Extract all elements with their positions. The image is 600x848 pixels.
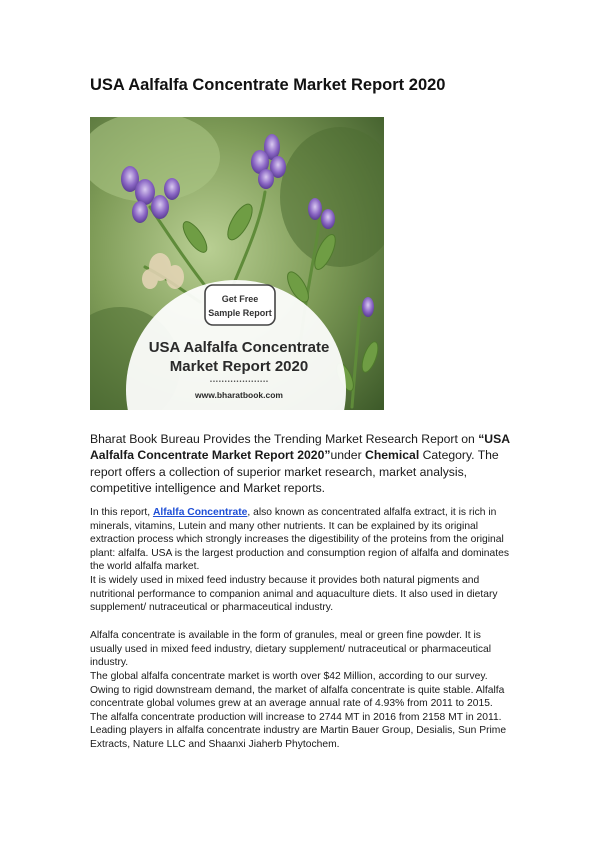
- hero-headline-line2: Market Report 2020: [169, 358, 309, 375]
- intro-text-2: under: [330, 448, 366, 463]
- intro-text: Bharat Book Bureau Provides the Trending Market Research Report on: [90, 432, 479, 446]
- cta-line2[interactable]: Sample Report: [208, 308, 272, 318]
- cta-line1[interactable]: Get Free: [221, 294, 259, 304]
- p2-lead: In this report,: [90, 507, 153, 518]
- paragraph-market: The global alfalfa concentrate market is worth over $42 Million, according to our survey. Owing to rigid downstream demand, the market of alfalfa concentrate is quite stable. Alfalfa concentrate global volumes grew at an average annual rate of 4.93% from 2011 to 2015. The alfalfa concentrate production will increase to 2744 MT in 2016 from 2158 MT in 2011. Leading players in alfalfa concentrate industry are Martin Bauer Group, Desialis, Sun Prime Extracts, Nature LLC and Shaanxi Jiaherb Phytochem.: [90, 671, 507, 750]
- paragraph-uses: It is widely used in mixed feed industry because it provides both natural pigments and nutritional performance to companion animal and aquaculture diets. It also used in dietary supplement/ nutraceutical or pharmaceutical industry.: [90, 575, 498, 614]
- hero-banner: [90, 117, 384, 410]
- hero-headline-line1: USA Aalfalfa Concentrate: [148, 339, 330, 356]
- category-name: Chemical: [365, 448, 420, 463]
- paragraph-definition: [90, 506, 510, 574]
- alfalfa-flower-image: [90, 117, 384, 410]
- hero-website: www.bharatbook.com: [194, 390, 284, 400]
- alfalfa-concentrate-link[interactable]: Alfalfa Concentrate: [152, 507, 248, 518]
- intro-paragraph: [90, 431, 510, 496]
- paragraph-forms: Alfalfa concentrate is available in the form of granules, meal or green fine powder. It is usually used in mixed feed industry, dietary supplement/ nutraceutical or pharmaceutical industry.: [90, 630, 492, 669]
- intro-text-3: Category. The report offers a collection of superior market research, market analysis, competitive intelligence and Market reports.: [90, 448, 499, 495]
- p2-text: , also known as concentrated alfalfa extract, it is rich in minerals, vitamins, Lutein and many other nutrients. It can be explained by its original extraction process which strongly increases the digestibility of the proteins from the original plant: alfalfa. USA is the largest production and consumption region of alfalfa and dominates the world alfalfa market.: [90, 507, 509, 573]
- report-name: “USA Aalfalfa Concentrate Market Report 2020”: [90, 432, 510, 463]
- page-title: USA Aalfalfa Concentrate Market Report 2020: [90, 76, 446, 94]
- sample-report-button[interactable]: [205, 285, 275, 325]
- hero-dots-divider: ••••••••••••••••••••: [209, 379, 269, 385]
